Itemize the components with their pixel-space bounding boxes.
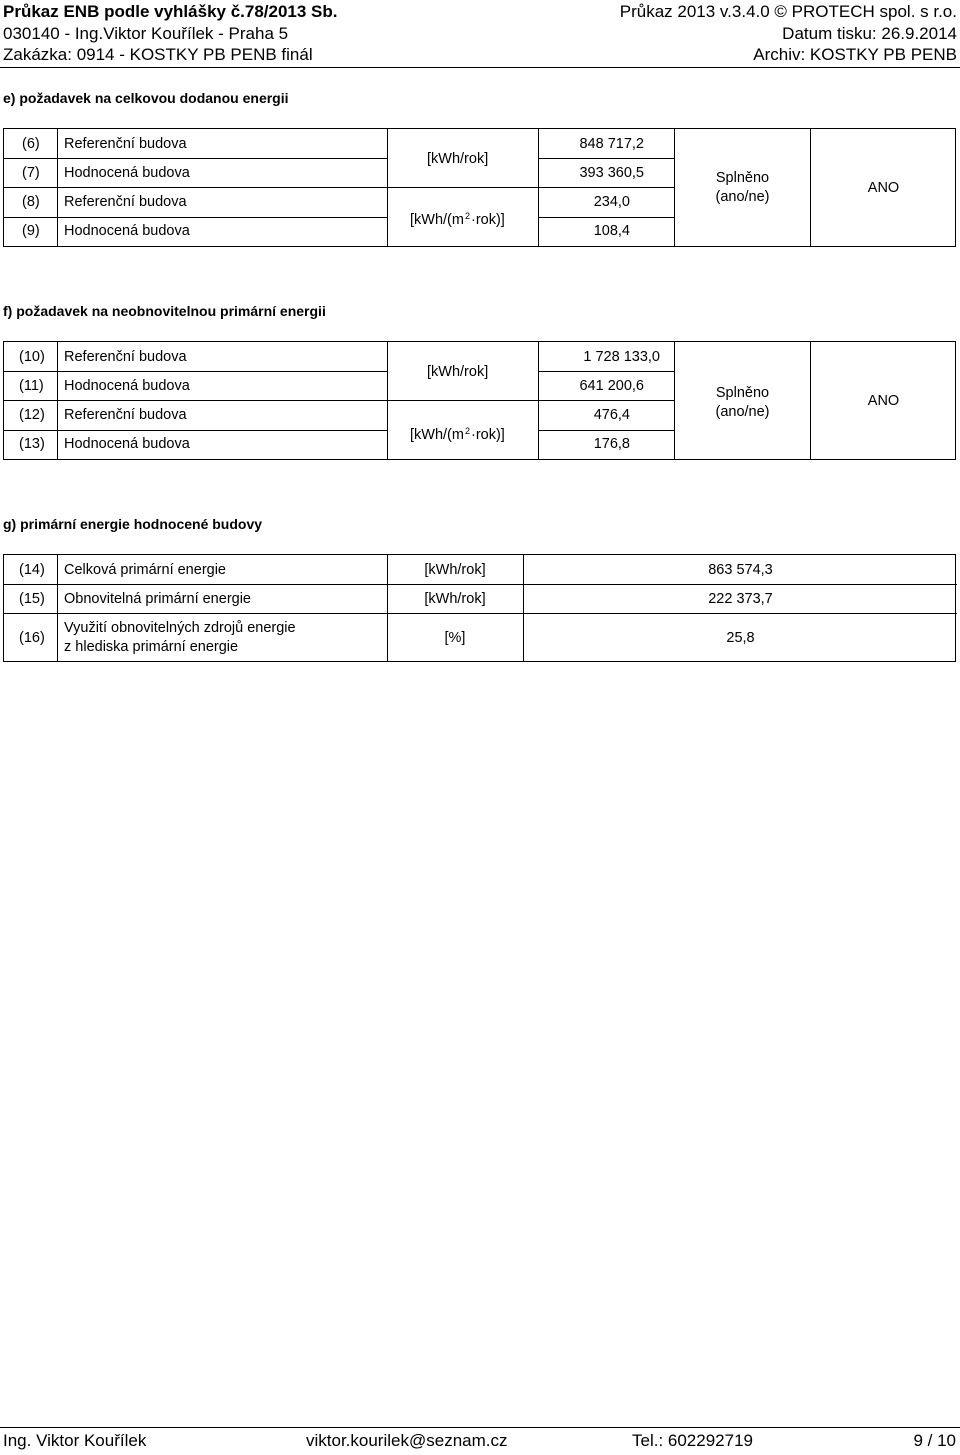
section-f-title: f) požadavek na neobnovitelnou primární energii: [3, 303, 326, 319]
row-label: Referenční budova: [64, 194, 187, 210]
row-label-line2: z hlediska primární energie: [64, 639, 239, 655]
header-row-2: [0, 23, 960, 45]
row-number: (9): [22, 223, 40, 239]
row-label: Hodnocená budova: [64, 436, 190, 452]
unit-kwh-year: [kWh/rok]: [427, 364, 489, 380]
software-version: Průkaz 2013 v.3.4.0 © PROTECH spol. s r.o.: [619, 2, 957, 21]
row-label: Referenční budova: [64, 349, 187, 365]
header-row-1: [0, 1, 960, 23]
row-value: 863 574,3: [708, 562, 773, 578]
row-number: (11): [19, 378, 44, 394]
document-title: Průkaz ENB podle vyhlášky č.78/2013 Sb.: [3, 2, 338, 21]
header-row-3: [0, 44, 960, 66]
footer-email: viktor.kourilek@seznam.cz: [306, 1431, 508, 1450]
row-number: (13): [19, 436, 45, 452]
row-number: (8): [22, 194, 40, 210]
row-number: (15): [19, 591, 45, 607]
footer-phone: Tel.: 602292719: [632, 1431, 753, 1450]
fulfilled-result: ANO: [867, 393, 900, 409]
row-value: 476,4: [593, 407, 630, 423]
row-value: 848 717,2: [579, 136, 644, 152]
footer-divider: [0, 1427, 960, 1428]
row-unit: [kWh/rok]: [424, 562, 486, 578]
section-g-title: g) primární energie hodnocené budovy: [3, 516, 263, 532]
section-e-table: [3, 128, 956, 247]
row-value: 176,8: [593, 436, 630, 452]
row-number: (7): [22, 165, 40, 181]
row-value: 1 728 133,0: [583, 349, 660, 365]
row-value: 108,4: [593, 223, 630, 239]
row-value: 641 200,6: [579, 378, 644, 394]
header-divider: [0, 67, 960, 68]
row-value: 234,0: [593, 194, 630, 210]
row-value: 25,8: [726, 630, 755, 646]
row-number: (12): [19, 407, 45, 423]
author-line: 030140 - Ing.Viktor Kouřílek - Praha 5: [3, 24, 289, 43]
section-g-table: [3, 554, 956, 662]
row-value: 222 373,7: [708, 591, 773, 607]
fulfilled-hint: (ano/ne): [715, 404, 770, 420]
row-value: 393 360,5: [579, 165, 644, 181]
archive-line: Archiv: KOSTKY PB PENB: [753, 45, 957, 64]
row-number: (16): [19, 630, 45, 646]
row-label: Referenční budova: [64, 407, 187, 423]
row-number: (6): [22, 136, 40, 152]
fulfilled-label: Splněno: [715, 170, 770, 186]
section-e-title: e) požadavek na celkovou dodanou energii: [3, 90, 289, 106]
fulfilled-result: ANO: [867, 180, 900, 196]
unit-kwh-year: [kWh/rok]: [427, 151, 489, 167]
row-number: (10): [19, 349, 45, 365]
fulfilled-label: Splněno: [715, 385, 770, 401]
row-label: Celková primární energie: [64, 562, 226, 578]
row-label: Hodnocená budova: [64, 223, 190, 239]
footer-name: Ing. Viktor Kouřílek: [3, 1431, 147, 1450]
row-unit: [%]: [444, 630, 466, 646]
row-label: Hodnocená budova: [64, 165, 190, 181]
fulfilled-hint: (ano/ne): [715, 189, 770, 205]
row-label-line1: Využití obnovitelných zdrojů energie: [64, 620, 296, 636]
row-number: (14): [19, 562, 45, 578]
section-f-table: [3, 341, 956, 460]
job-line: Zakázka: 0914 - KOSTKY PB PENB finál: [3, 45, 313, 64]
row-label: Hodnocená budova: [64, 378, 190, 394]
print-date: Datum tisku: 26.9.2014: [782, 24, 957, 43]
unit-kwh-m2-year: $[kWh/(m^2\cdot rok)]$: [410, 426, 505, 443]
footer-page-number: 9 / 10: [913, 1431, 956, 1450]
row-label: Obnovitelná primární energie: [64, 591, 251, 607]
row-unit: [kWh/rok]: [424, 591, 486, 607]
unit-kwh-m2-year: $[kWh/(m^2\cdot rok)]$: [410, 211, 505, 228]
row-label: Referenční budova: [64, 136, 187, 152]
